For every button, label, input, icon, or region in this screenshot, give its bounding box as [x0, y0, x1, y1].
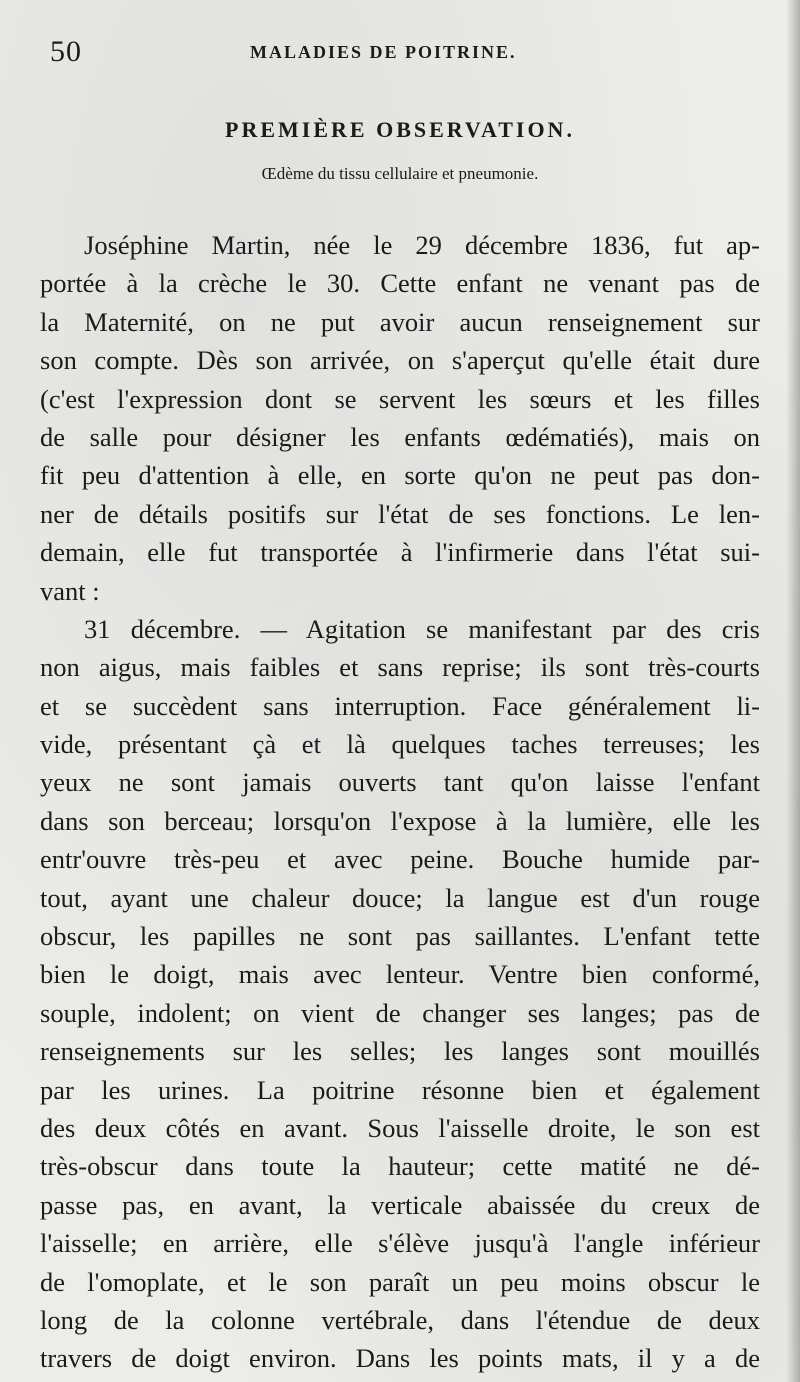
- text-line: des deux côtés en avant. Sous l'aisselle droite, le son est: [40, 1112, 760, 1143]
- text-line: tout, ayant une chaleur douce; la langue est d'un rouge: [40, 882, 760, 913]
- text-line: yeux ne sont jamais ouverts tant qu'on laisse l'enfant: [40, 767, 760, 798]
- text-line: demain, elle fut transportée à l'infirmerie dans l'état sui-: [40, 537, 760, 568]
- text-line: (c'est l'expression dont se servent les sœurs et les filles: [40, 383, 760, 414]
- text-line: portée à la crèche le 30. Cette enfant ne venant pas de: [40, 268, 760, 299]
- observation-subtitle: Œdème du tissu cellulaire et pneumonie.: [261, 164, 539, 183]
- text-line: dans son berceau; lorsqu'on l'expose à la lumière, elle les: [40, 805, 760, 836]
- text-line: vant :: [40, 575, 100, 606]
- text-line: par les urines. La poitrine résonne bien et également: [40, 1074, 760, 1105]
- text-line: 31 décembre. — Agitation se manifestant par des cris: [84, 613, 760, 644]
- text-line: non aigus, mais faibles et sans reprise; ils sont très-courts: [40, 652, 760, 683]
- text-line: ner de détails positifs sur l'état de ses fonctions. Le len-: [40, 498, 760, 529]
- text-line: souple, indolent; on vient de changer ses langes; pas de: [40, 997, 760, 1028]
- text-line: très-obscur dans toute la hauteur; cette matité ne dé-: [40, 1151, 760, 1182]
- observation-title: PREMIÈRE OBSERVATION.: [225, 117, 575, 142]
- text-line: l'aisselle; en arrière, elle s'élève jusqu'à l'angle inférieur: [40, 1228, 760, 1259]
- text-line: travers de doigt environ. Dans les points mats, il y a de: [40, 1343, 760, 1374]
- body-text: [40, 226, 760, 1378]
- page-number: 50: [50, 35, 82, 68]
- text-line: Joséphine Martin, née le 29 décembre 1836, fut ap-: [84, 230, 760, 260]
- text-line: la Maternité, on ne put avoir aucun renseignement sur: [40, 306, 760, 337]
- text-line: son compte. Dès son arrivée, on s'aperçut qu'elle était dure: [40, 345, 760, 376]
- text-line: de salle pour désigner les enfants œdématiés), mais on: [40, 421, 760, 452]
- text-line: renseignements sur les selles; les langes sont mouillés: [40, 1036, 760, 1067]
- page-header: [50, 34, 750, 70]
- text-line: obscur, les papilles ne sont pas saillantes. L'enfant tette: [40, 921, 760, 952]
- text-line: bien le doigt, mais avec lenteur. Ventre bien conformé,: [40, 959, 760, 990]
- text-line: entr'ouvre très-peu et avec peine. Bouche humide par-: [40, 844, 760, 875]
- running-head: MALADIES DE POITRINE.: [250, 42, 517, 62]
- page-edge-shadow: [786, 0, 800, 1382]
- text-line: passe pas, en avant, la verticale abaissée du creux de: [40, 1189, 760, 1220]
- text-line: vide, présentant çà et là quelques taches terreuses; les: [40, 729, 760, 760]
- text-line: de l'omoplate, et le son paraît un peu moins obscur le: [40, 1266, 760, 1297]
- text-line: long de la colonne vertébrale, dans l'étendue de deux: [40, 1304, 760, 1335]
- text-line: fit peu d'attention à elle, en sorte qu'on ne peut pas don-: [40, 460, 760, 491]
- text-line: et se succèdent sans interruption. Face généralement li-: [40, 690, 760, 721]
